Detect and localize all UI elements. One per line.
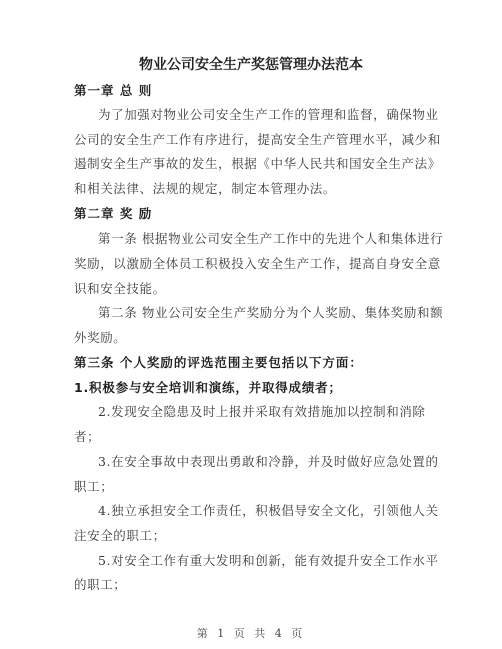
paragraph-line: 第二条 物业公司安全生产奖励分为个人奖励、集体奖励和额 xyxy=(98,305,444,320)
chapter-1-heading: 第一章 总 则 xyxy=(74,83,153,98)
list-item-4-cont: 注安全的职工； xyxy=(74,528,166,543)
list-item-4: 4.独立承担安全工作责任，积极倡导安全文化，引领他人关 xyxy=(98,503,439,518)
paragraph-line: 和相关法律、法规的规定，制定本管理办法。 xyxy=(74,181,337,196)
paragraph-line: 奖励，以激励全体员工积极投入安全生产工作，提高自身安全意 xyxy=(74,256,441,271)
document-title: 物业公司安全生产奖惩管理办法范本 xyxy=(139,57,363,73)
list-item-5-cont: 的职工； xyxy=(74,577,127,592)
paragraph-line: 第一条 根据物业公司安全生产工作中的先进个人和集体进行 xyxy=(98,231,444,246)
list-item-1: 1.积极参与安全培训和演练，并取得成绩者； xyxy=(74,380,342,395)
paragraph-line: 公司的安全生产工作有序进行，提高安全生产管理水平，减少和 xyxy=(74,132,441,147)
chapter-3-heading: 第三条 个人奖励的评选范围主要包括以下方面： xyxy=(74,355,363,370)
list-item-5: 5.对安全工作有重大发明和创新，能有效提升安全工作水平 xyxy=(98,553,439,568)
chapter-2-heading: 第二章 奖 励 xyxy=(74,206,153,221)
list-item-3: 3.在安全事故中表现出勇敢和冷静，并及时做好应急处置的 xyxy=(98,454,439,469)
paragraph-line: 遏制安全生产事故的发生，根据《中华人民共和国安全生产法》 xyxy=(74,156,441,171)
page-footer: 第 1 页 共 4 页 xyxy=(196,627,306,640)
list-item-3-cont: 职工； xyxy=(74,479,114,494)
list-item-2: 2.发现安全隐患及时上报并采取有效措施加以控制和消除 xyxy=(98,404,426,419)
paragraph-line: 为了加强对物业公司安全生产工作的管理和监督，确保物业 xyxy=(98,107,439,122)
paragraph-line: 外奖励。 xyxy=(74,330,127,345)
list-item-2-cont: 者； xyxy=(74,429,101,444)
paragraph-line: 识和安全技能。 xyxy=(74,281,166,296)
